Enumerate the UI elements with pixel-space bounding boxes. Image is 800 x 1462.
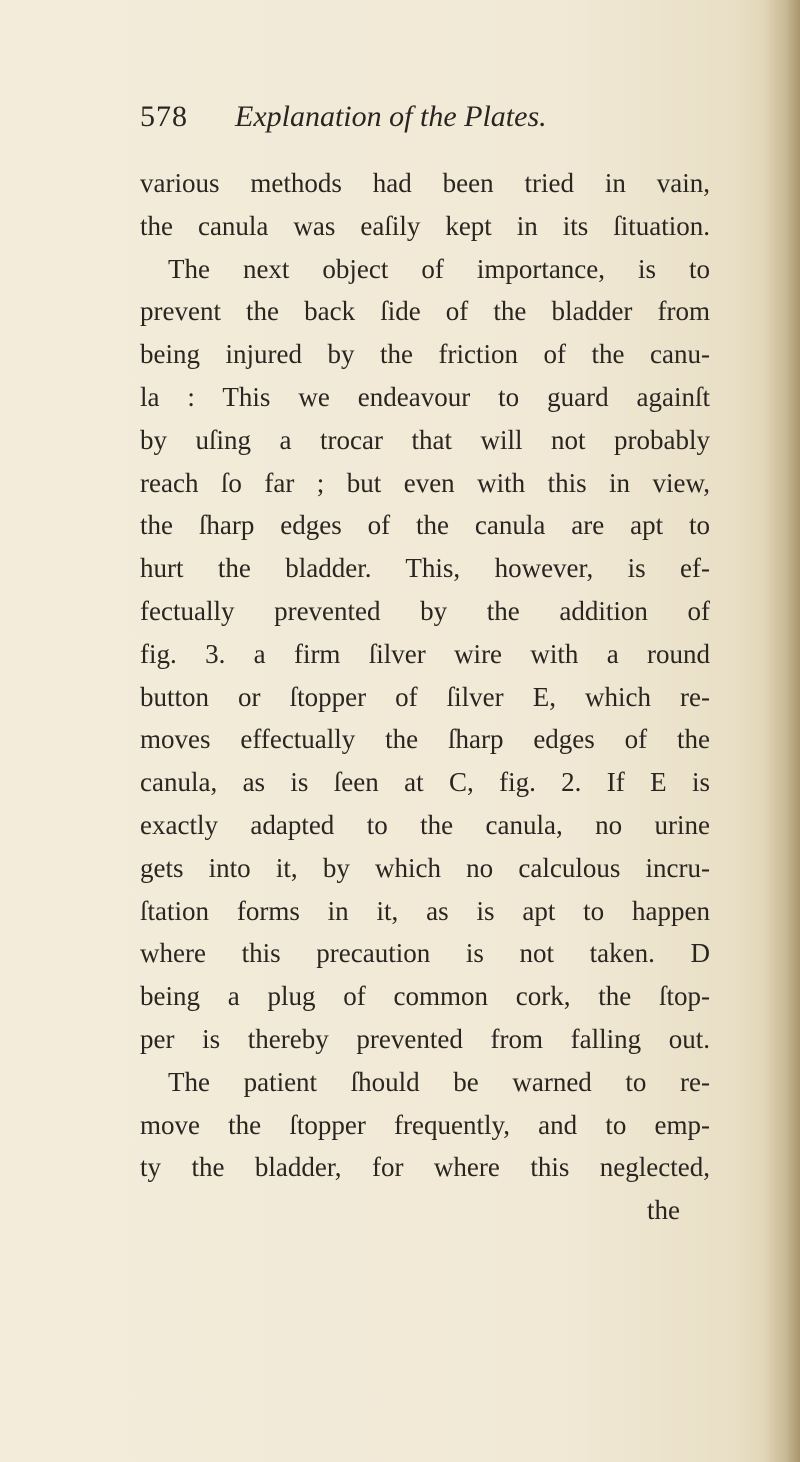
page-number: 578 (140, 100, 188, 133)
page-header (140, 100, 700, 150)
text-line: la : This we endeavour to guard againſt (140, 381, 710, 412)
text-line: ſtation forms in it, as is apt to happen (140, 895, 710, 926)
text-line: the canula was eaſily kept in its ſituation. (140, 210, 710, 241)
text-line: ty the bladder, for where this neglected, (140, 1152, 710, 1183)
text-line: various methods had been tried in vain, (140, 168, 710, 198)
text-line: being a plug of common cork, the ſtop- (140, 981, 710, 1012)
text-line: where this precaution is not taken. D (140, 938, 710, 969)
text-line: by uſing a trocar that will not probably (140, 424, 710, 455)
text-line: exactly adapted to the canula, no urine (140, 809, 710, 840)
running-head: Explanation of the Plates. (235, 100, 547, 133)
text-line: move the ſtopper frequently, and to emp- (140, 1109, 710, 1140)
text-line: reach ſo far ; but even with this in view, (140, 467, 710, 498)
text-line: hurt the bladder. This, however, is ef- (140, 553, 710, 584)
text-body (140, 162, 710, 1232)
text-line: per is thereby prevented from falling out. (140, 1023, 710, 1054)
text-line: gets into it, by which no calculous incru- (140, 852, 710, 883)
catchword: the (647, 1195, 680, 1226)
page-edge-shadow (764, 0, 800, 1462)
text-line: prevent the back ſide of the bladder from (140, 296, 710, 327)
text-line: button or ſtopper of ſilver E, which re- (140, 681, 710, 712)
text-line: canula, as is ſeen at C, fig. 2. If E is (140, 767, 710, 798)
text-line: The patient ſhould be warned to re- (168, 1066, 710, 1097)
text-line: moves effectually the ſharp edges of the (140, 724, 710, 755)
text-line: fectually prevented by the addition of (140, 595, 710, 626)
text-line: fig. 3. a firm ſilver wire with a round (140, 638, 710, 669)
text-line: being injured by the friction of the canu- (140, 339, 710, 370)
text-line: The next object of importance, is to (168, 253, 710, 284)
text-line: the ſharp edges of the canula are apt to (140, 510, 710, 541)
